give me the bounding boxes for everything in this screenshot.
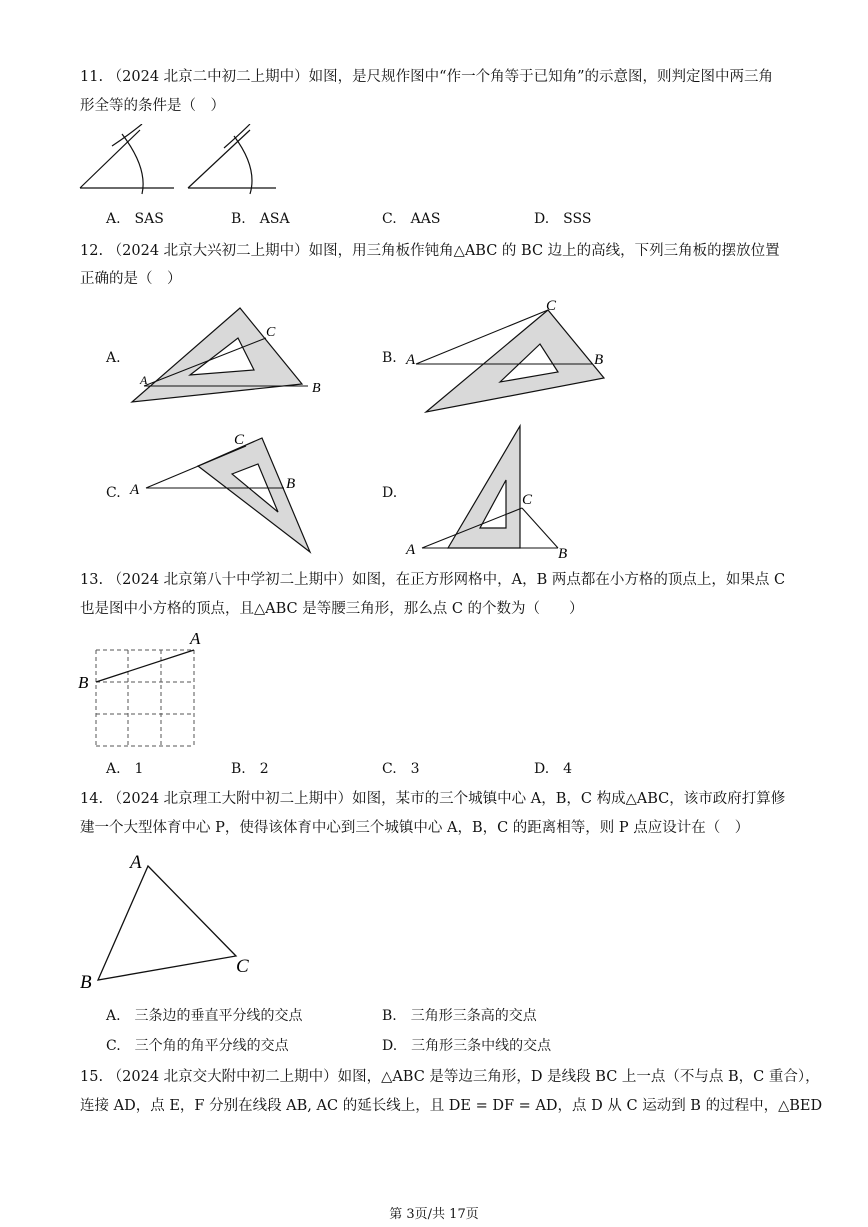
q14-point-a: A: [130, 852, 142, 873]
q12b-point-b: B: [594, 352, 604, 368]
q12-stem-line1: 12. （2024 北京大兴初二上期中）如图，用三角板作钝角△ABC 的 BC 边上的高线，下列三角板的摆放位置: [80, 243, 780, 259]
q12-figure-c: [128, 426, 318, 556]
q11-option-a: A. SAS: [106, 211, 164, 227]
q12-figure-a-label: A.: [106, 350, 121, 366]
q14-stem-line2: 建一个大型体育中心 P，使得该体育中心到三个城镇中心 A，B，C 的距离相等，则 P 点应设计在（ ）: [80, 820, 750, 836]
q12-figure-b: [402, 294, 612, 416]
q12a-point-b: B: [312, 381, 321, 396]
q14-option-a: A. 三条边的垂直平分线的交点: [106, 1008, 303, 1024]
q13-point-b: B: [78, 673, 89, 692]
q12-figure-b-label: B.: [382, 350, 397, 366]
q13-option-b: B. 2: [231, 761, 269, 777]
q14-option-c: C. 三个角的角平分线的交点: [106, 1038, 289, 1054]
page-footer: 第 3页/共 17页: [389, 1207, 479, 1222]
q12a-point-a: A: [140, 373, 148, 387]
q13-point-a: A: [190, 629, 201, 648]
q11-figure: [78, 124, 278, 196]
q14-option-d: D. 三角形三条中线的交点: [382, 1038, 552, 1054]
q12c-point-b: B: [286, 476, 296, 492]
q12-figure-d-label: D.: [382, 485, 398, 501]
q13-option-a: A. 1: [106, 761, 144, 777]
q12d-point-a: A: [406, 542, 416, 558]
q12-stem-line2: 正确的是（ ）: [80, 271, 182, 287]
q12c-point-c: C: [234, 432, 245, 448]
q12-figure-a: [126, 300, 326, 410]
q11-option-b: B. ASA: [231, 211, 290, 227]
q14-point-c: C: [236, 956, 249, 977]
q11-stem-line2: 形全等的条件是（ ）: [80, 98, 225, 114]
q12c-point-a: A: [130, 482, 140, 498]
q14-point-b: B: [80, 972, 92, 993]
q14-triangle-figure: [76, 848, 266, 994]
q12-figure-c-label: C.: [106, 485, 121, 501]
q12b-point-a: A: [406, 352, 416, 368]
q13-option-c: C. 3: [382, 761, 420, 777]
q12-figure-d: [402, 422, 582, 562]
q12d-point-c: C: [522, 492, 533, 508]
q14-stem-line1: 14. （2024 北京理工大附中初二上期中）如图，某市的三个城镇中心 A，B，C 构成△ABC，该市政府打算修: [80, 791, 786, 807]
q15-stem-line2: 连接 AD，点 E，F 分别在线段 AB, AC 的延长线上，且 DE = DF = AD，点 D 从 C 运动到 B 的过程中，△BED: [80, 1098, 823, 1114]
q13-option-d: D. 4: [534, 761, 573, 777]
q11-option-c: C. AAS: [382, 211, 441, 227]
q12a-point-c: C: [266, 325, 276, 340]
q11-stem-line1: 11. （2024 北京二中初二上期中）如图，是尺规作图中“作一个角等于已知角”的示意图，则判定图中两三角: [80, 69, 774, 85]
q15-stem-line1: 15. （2024 北京交大附中初二上期中）如图，△ABC 是等边三角形，D 是线段 BC 上一点（不与点 B，C 重合），: [80, 1069, 820, 1085]
q13-grid-figure: [76, 628, 216, 752]
q13-stem-line1: 13. （2024 北京第八十中学初二上期中）如图，在正方形网格中，A，B 两点都在小方格的顶点上，如果点 C: [80, 572, 786, 588]
q11-option-d: D. SSS: [534, 211, 592, 227]
q13-stem-line2: 也是图中小方格的顶点，且△ABC 是等腰三角形，那么点 C 的个数为（ ）: [80, 601, 584, 617]
q12b-point-c: C: [546, 298, 557, 314]
q14-option-b: B. 三角形三条高的交点: [382, 1008, 537, 1024]
q12d-point-b: B: [558, 546, 568, 562]
